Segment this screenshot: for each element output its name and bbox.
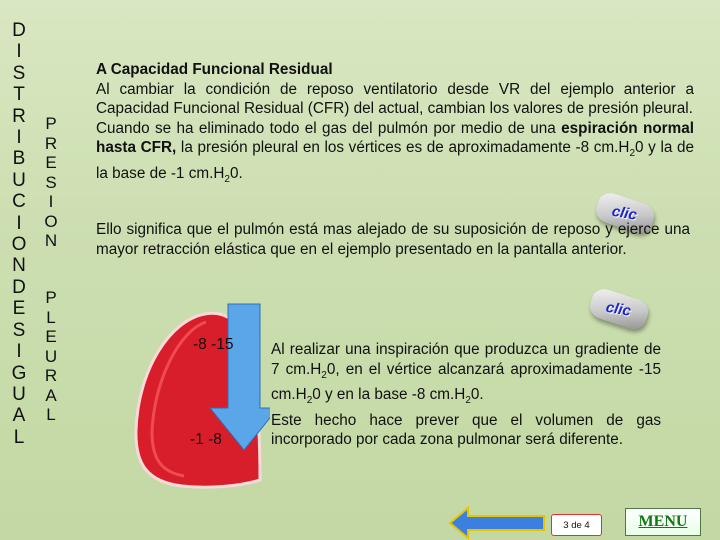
vertical-letter: D — [12, 276, 26, 298]
lung-diagram — [110, 300, 270, 500]
vertical-title-presion — [42, 114, 60, 251]
intro-text: Al cambiar la condición de reposo ventilatorio desde VR del ejemplo anterior a Capacidad Funcional Residual (CFR) del actual, cambian los valores de presión pleural. — [96, 80, 694, 118]
vertical-letter: I — [16, 212, 22, 234]
inspiration-paragraph — [271, 340, 661, 450]
vertical-letter: L — [46, 405, 56, 424]
vertical-letter: S — [45, 172, 57, 192]
vertical-letter: C — [12, 191, 26, 213]
vertical-letter: A — [45, 385, 57, 405]
apex-pressure-label: -8 -15 — [193, 336, 234, 353]
section-title: A Capacidad Funcional Residual — [96, 61, 333, 78]
vertical-letter: I — [16, 341, 22, 363]
vertical-letter: A — [12, 405, 26, 427]
vertical-letter: R — [44, 366, 58, 385]
back-arrow-icon[interactable] — [448, 506, 546, 540]
vertical-letter: U — [44, 346, 58, 366]
vertical-letter: O — [11, 234, 27, 256]
cfr-text-end: 0. — [229, 165, 243, 183]
vertical-letter: T — [13, 84, 25, 106]
cfr-text-mid2: 0 y la de la base de -1 cm.H — [96, 139, 695, 183]
base-pressure-label: -1 -8 — [190, 431, 222, 448]
vertical-letter: S — [12, 62, 26, 84]
vertical-letter: B — [12, 148, 26, 170]
cfr-text-bold: espiración normal hasta CFR, — [96, 119, 694, 157]
cfr-text-mid: la presión pleural en los vértices es de aproximadamente -8 cm.H — [176, 139, 630, 157]
clic-button-2[interactable] — [587, 286, 651, 332]
vertical-letter: I — [16, 127, 22, 149]
menu-button[interactable]: MENU — [625, 508, 701, 536]
vertical-title-distribucion-desigual — [10, 20, 28, 448]
inspiration-text-c: 0 y en la base -8 cm.H — [312, 386, 466, 404]
clic-label: clic — [611, 202, 639, 224]
subscript: 2 — [629, 148, 636, 160]
vertical-letter: L — [13, 426, 25, 448]
vertical-letter: P — [45, 114, 57, 133]
vertical-letter: U — [12, 169, 26, 191]
vertical-letter: O — [44, 211, 58, 231]
vertical-letter: U — [12, 383, 26, 405]
inspiration-text-e: Este hecho hace prever que el volumen de gas incorporado por cada zona pulmonar será diferente. — [271, 411, 661, 449]
subscript: 2 — [321, 369, 327, 381]
clic-label: clic — [605, 298, 633, 320]
cfr-text-start: Cuando se ha eliminado todo el gas del pulmón por medio de una — [96, 119, 562, 137]
intro-paragraph — [96, 60, 694, 190]
vertical-letter: N — [44, 231, 58, 250]
subscript: 2 — [224, 174, 230, 186]
vertical-title-pleural — [42, 288, 60, 425]
subscript: 2 — [465, 395, 471, 407]
elasticity-paragraph: Ello significa que el pulmón está mas alejado de su suposición de reposo y ejerce una mayor retracción elástica que en el ejemplo presentado en la pantalla anterior. — [96, 221, 690, 258]
vertical-letter: E — [45, 327, 57, 346]
vertical-letter: E — [12, 298, 26, 320]
vertical-letter: E — [45, 153, 57, 172]
vertical-letter: I — [16, 41, 22, 63]
inspiration-text-d: 0. — [470, 386, 484, 404]
vertical-letter: I — [48, 192, 54, 211]
vertical-letter: P — [45, 288, 57, 307]
vertical-letter: R — [12, 105, 26, 127]
inspiration-text-b: 0, en el vértice alcanzará aproximadamente -15 cm.H — [271, 360, 661, 404]
vertical-letter: D — [12, 20, 26, 41]
vertical-letter: R — [44, 133, 58, 153]
vertical-letter: G — [11, 362, 27, 384]
vertical-letter: L — [46, 307, 56, 327]
subscript: 2 — [306, 395, 313, 407]
vertical-letter: N — [12, 255, 26, 277]
vertical-letter: S — [12, 319, 26, 341]
inspiration-text-a: Al realizar una inspiración que produzca un gradiente de 7 cm.H — [271, 341, 661, 378]
page-indicator: 3 de 4 — [551, 514, 602, 536]
